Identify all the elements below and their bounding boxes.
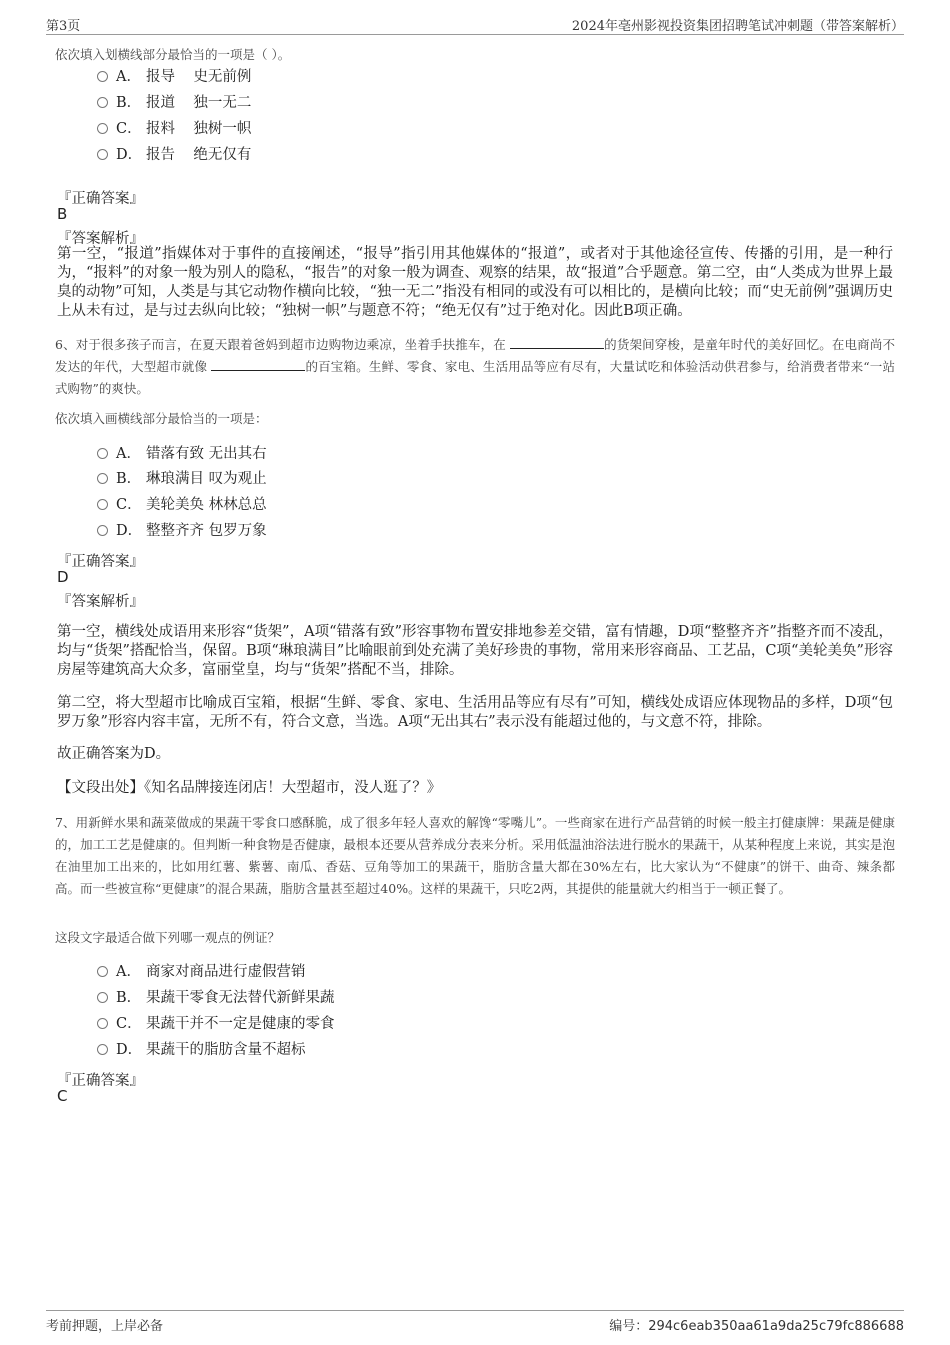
q5-prompt: 依次填入划横线部分最恰当的一项是（ ）。 — [55, 47, 291, 62]
q6-option-a[interactable]: A． 错落有致 无出其右 — [97, 444, 267, 464]
q7-option-d[interactable]: D． 果蔬干的脂肪含量不超标 — [97, 1040, 306, 1060]
q6-analysis-paragraph-2: 第二空，将大型超市比喻成百宝箱，根据“生鲜、零食、家电、生活用品等应有尽有”可知，横线处成语应体现物品的多样，D项“包罗万象”形容内容丰富，无所不有，符合文意，当选。A项“无出其右”表示没有能超过他的，与文意不符，排除。 — [57, 695, 893, 730]
radio-icon[interactable] — [97, 992, 108, 1003]
document-title: 2024年亳州影视投资集团招聘笔试冲刺题（带答案解析） — [571, 19, 904, 34]
radio-icon[interactable] — [97, 1018, 108, 1029]
q7-option-c[interactable]: C． 果蔬干并不一定是健康的零食 — [97, 1014, 335, 1034]
q5-option-b[interactable]: B． 报道 独一无二 — [97, 93, 251, 113]
q7-option-a[interactable]: A． 商家对商品进行虚假营销 — [97, 962, 306, 982]
q6-source: 【文段出处】《知名品牌接连闭店！大型超市，没人逛了？》 — [57, 780, 442, 796]
document-code: 编号：294c6eab350aa61a9da25c79fc886688 — [609, 1319, 904, 1334]
q7-prompt: 这段文字最适合做下列哪一观点的例证？ — [55, 930, 281, 945]
footer-slogan: 考前押题，上岸必备 — [46, 1319, 164, 1334]
q6-option-c[interactable]: C． 美轮美奂 林林总总 — [97, 495, 267, 515]
page-number: 第3页 — [46, 19, 81, 34]
q6-analysis-paragraph-1: 第一空，横线处成语用来形容“货架”，A项“错落有致”形容事物布置安排地参差交错，富有情趣，D项“整整齐齐”指整齐而不凌乱，均与“货架”搭配恰当，保留。B项“琳琅满目”比喻眼前到处充满了美好珍贵的事物，常用来形容商品、工艺品，C项“美轮美奂”形容房屋等建筑高大众多，富丽堂皇，均与“货架”搭配不当，排除。 — [57, 624, 893, 678]
q5-option-c[interactable]: C． 报料 独树一帜 — [97, 119, 251, 139]
q7-answer: C — [57, 1087, 68, 1105]
q6-analysis-label: 『答案解析』 — [57, 594, 144, 610]
radio-icon[interactable] — [97, 123, 108, 134]
q5-option-a[interactable]: A． 报导 史无前例 — [97, 67, 251, 87]
q6-option-d[interactable]: D． 整整齐齐 包罗万象 — [97, 521, 267, 541]
q7-stem: 7、用新鲜水果和蔬菜做成的果蔬干零食口感酥脆，成了很多年轻人喜欢的解馋“零嘴儿”。一些商家在进行产品营销的时候一般主打健康牌：果蔬是健康的，加工工艺是健康的。但判断一种食物是否健康，最根本还要从营养成分表来分析。采用低温油浴法进行脱水的果蔬干，从某种程度上来说，其实是泡在油里加工出来的，比如用红薯、紫薯、南瓜、香菇、豆角等加工的果蔬干，脂肪含量大都在30%左右，比大家认为“不健康”的饼干、曲奇、辣条都高。而一些被宣称“更健康”的混合果蔬，脂肪含量甚至超过40%。这样的果蔬干，只吃2两，其提供的能量就大约相当于一顿正餐了。 — [55, 815, 895, 896]
q7-answer-label: 『正确答案』 — [57, 1073, 144, 1089]
page-header — [46, 12, 904, 35]
radio-icon[interactable] — [97, 499, 108, 510]
q5-answer: B — [57, 205, 68, 223]
radio-icon[interactable] — [97, 149, 108, 160]
radio-icon[interactable] — [97, 473, 108, 484]
q6-prompt: 依次填入画横线部分最恰当的一项是： — [55, 411, 268, 426]
q5-analysis: 第一空，“报道”指媒体对于事件的直接阐述，“报导”指引用其他媒体的“报道”，或者对于其他途径宣传、传播的引用，是一种行为，“报料”的对象一般为别人的隐私，“报告”的对象一般为调查、观察的结果，故“报道”合乎题意。第二空，由“人类成为世界上最臭的动物”可知，人类是与其它动物作横向比较，“独一无二”指没有相同的或没有可以相比的，是横向比较；而“史无前例”强调历史上从未有过，是与过去纵向比较；“独树一帜”与题意不符；“绝无仅有”过于绝对化。因此B项正确。 — [57, 246, 893, 319]
q5-answer-label: 『正确答案』 — [57, 191, 144, 207]
q6-answer: D — [57, 568, 69, 586]
radio-icon[interactable] — [97, 966, 108, 977]
radio-icon[interactable] — [97, 1044, 108, 1055]
q6-answer-label: 『正确答案』 — [57, 554, 144, 570]
q7-option-b[interactable]: B． 果蔬干零食无法替代新鲜果蔬 — [97, 988, 335, 1008]
fill-blank-2[interactable] — [211, 360, 305, 371]
fill-blank-1[interactable] — [510, 338, 604, 349]
q5-analysis-label: 『答案解析』 — [57, 231, 144, 247]
page-footer — [46, 1310, 904, 1337]
q5-option-d[interactable]: D． 报告 绝无仅有 — [97, 145, 251, 165]
q6-stem: 6、对于很多孩子而言，在夏天跟着爸妈到超市边购物边乘凉，坐着手扶推车，在 的货架间穿梭，是童年时代的美好回忆。在电商尚不发达的年代，大型超市就像 的百宝箱。生鲜、零食、家电、生活用品等应有尽有，大量试吃和体验活动供君参与，给消费者带来“一站式购物”的爽快。 — [55, 337, 895, 396]
q6-analysis-conclusion: 故正确答案为D。 — [57, 746, 171, 762]
q6-option-b[interactable]: B． 琳琅满目 叹为观止 — [97, 469, 267, 489]
radio-icon[interactable] — [97, 448, 108, 459]
radio-icon[interactable] — [97, 525, 108, 536]
radio-icon[interactable] — [97, 71, 108, 82]
radio-icon[interactable] — [97, 97, 108, 108]
